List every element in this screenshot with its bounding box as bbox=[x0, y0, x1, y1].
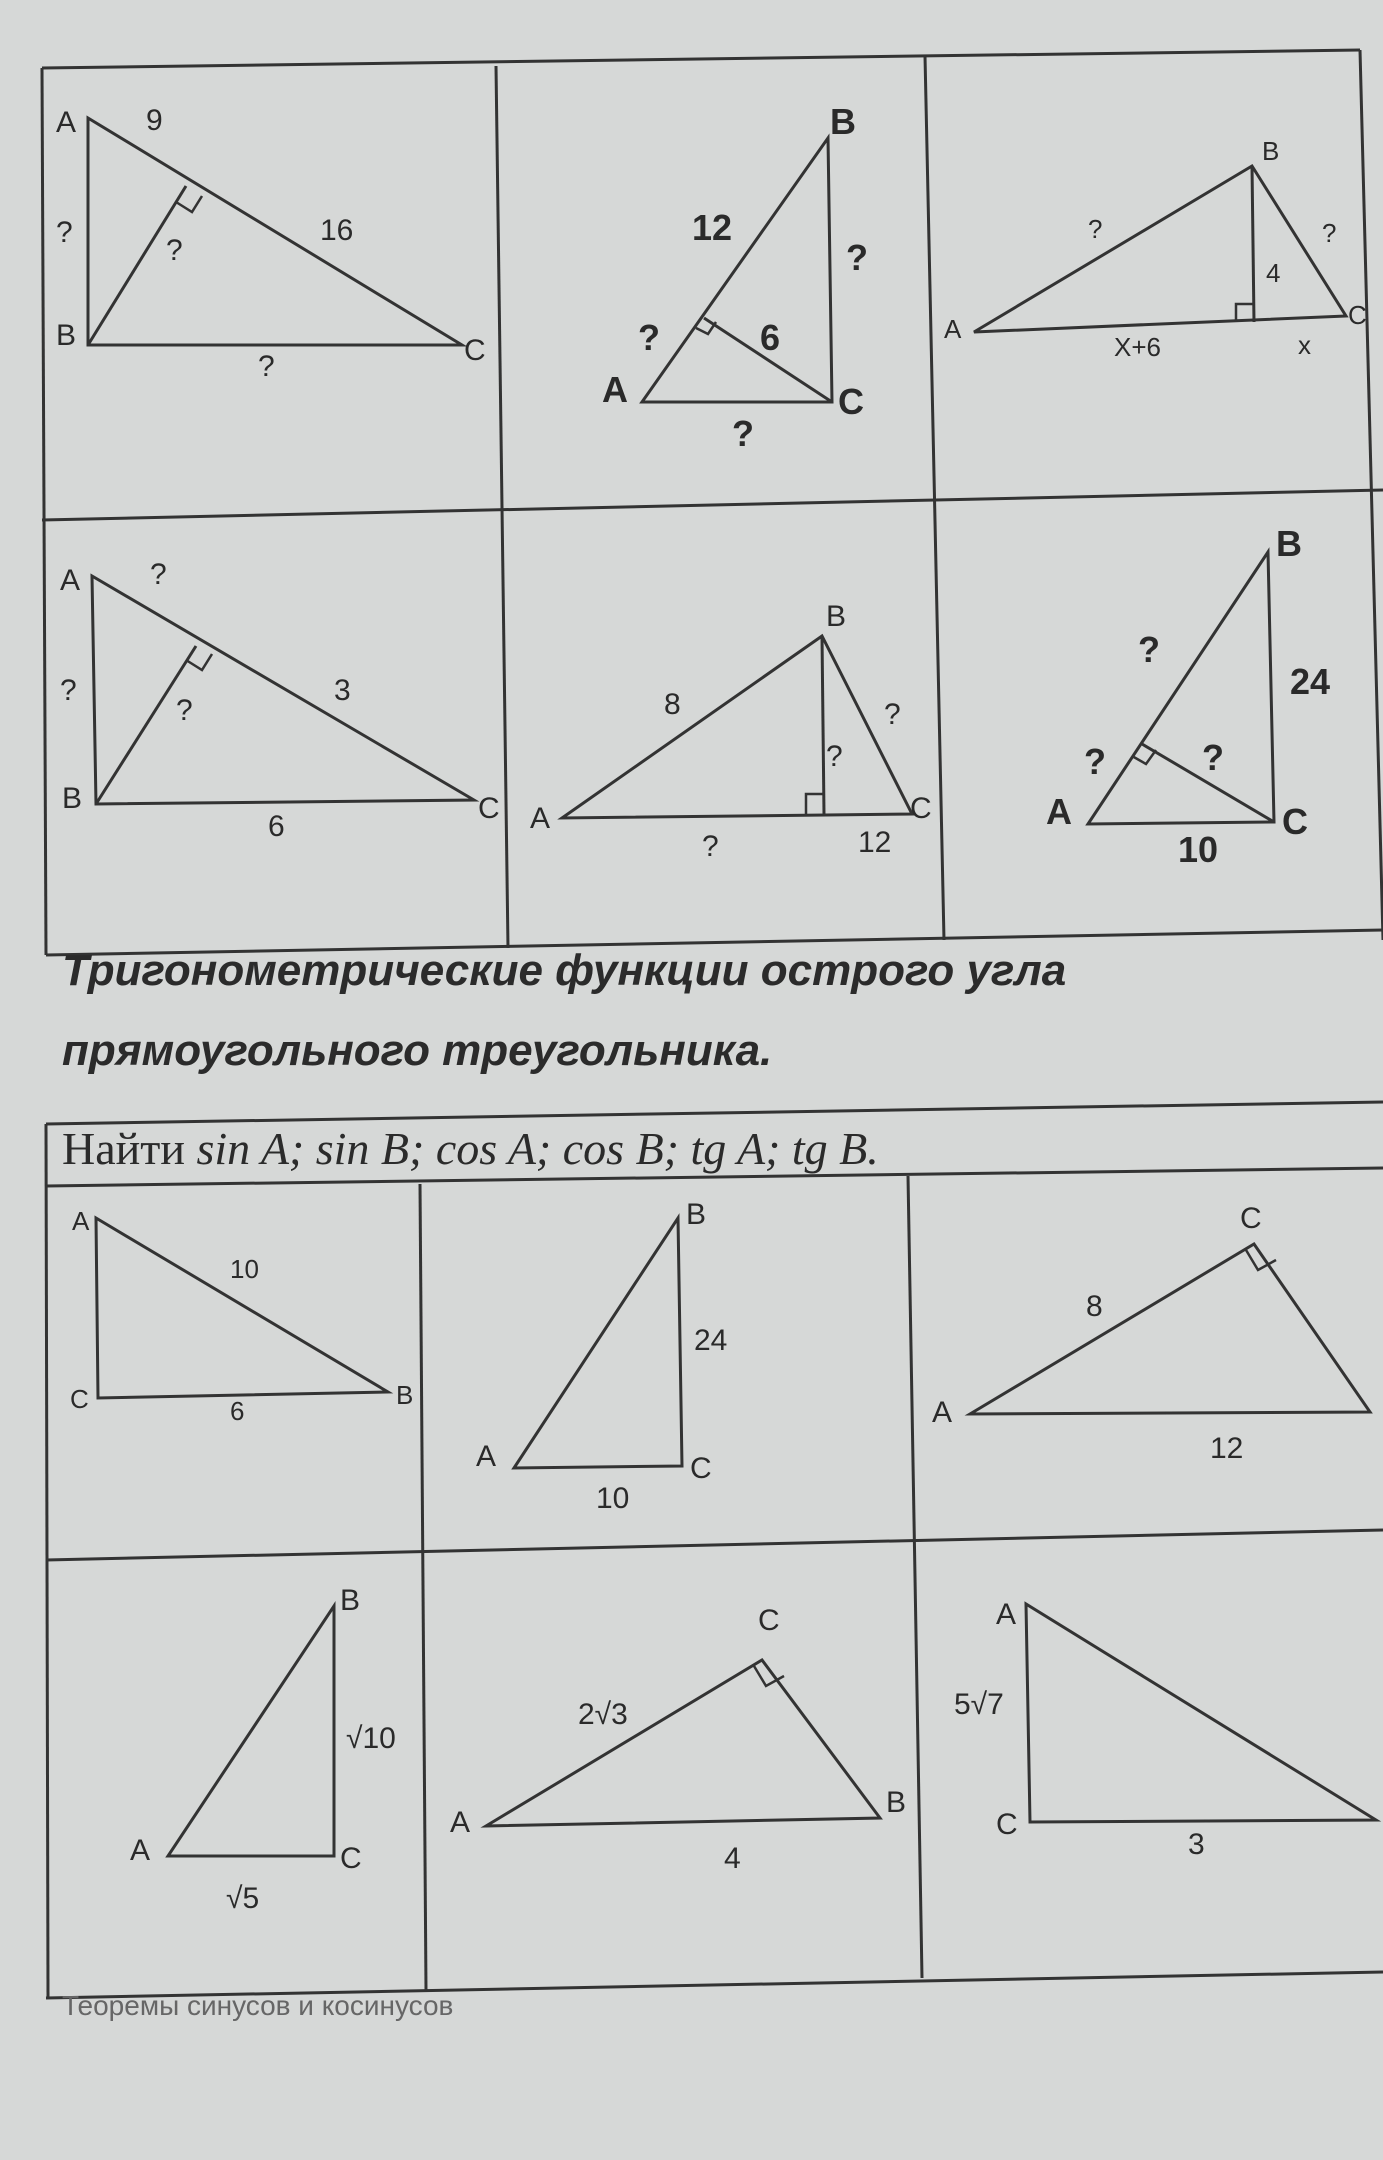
triangle-2-6 bbox=[954, 1598, 1376, 1861]
label-A: A bbox=[60, 564, 81, 597]
side-CD: 6 bbox=[760, 317, 781, 358]
side-AC: ? bbox=[732, 413, 754, 454]
triangle-1-5 bbox=[530, 600, 932, 863]
label-C: C bbox=[1240, 1202, 1262, 1235]
side-AH: ? bbox=[702, 830, 719, 863]
side-AC: √5 bbox=[226, 1882, 260, 1915]
task-statement bbox=[62, 1122, 879, 1175]
label-A: A bbox=[996, 1598, 1017, 1631]
triangle-1-3 bbox=[944, 136, 1367, 362]
side-AD: ? bbox=[1084, 741, 1106, 782]
side-DC: 16 bbox=[320, 214, 354, 247]
label-C: C bbox=[838, 381, 864, 422]
side-AC: 5√7 bbox=[954, 1688, 1004, 1721]
side-HC: 12 bbox=[858, 826, 892, 859]
footer-section-title: Теоремы синусов и косинусов bbox=[62, 1990, 454, 2021]
label-A: A bbox=[56, 106, 77, 139]
label-B: B bbox=[830, 101, 856, 142]
label-B: B bbox=[886, 1786, 907, 1819]
label-C: C bbox=[758, 1604, 780, 1637]
label-B: B bbox=[1276, 523, 1302, 564]
side-BC: √10 bbox=[346, 1722, 396, 1755]
side-AD: ? bbox=[638, 317, 660, 358]
label-C: C bbox=[70, 1384, 89, 1414]
label-B: B bbox=[1262, 136, 1280, 166]
side-BC: ? bbox=[1322, 218, 1337, 248]
label-C: C bbox=[690, 1452, 712, 1485]
side-AC: 2√3 bbox=[578, 1698, 628, 1731]
label-B: B bbox=[62, 782, 83, 815]
label-A: A bbox=[130, 1834, 151, 1867]
heading-line-2: прямоугольного треугольника. bbox=[62, 1026, 773, 1075]
triangle-1-6 bbox=[1046, 523, 1330, 870]
side-BC: ? bbox=[258, 350, 275, 383]
side-BD: ? bbox=[166, 234, 183, 267]
side-BH: 4 bbox=[1266, 258, 1281, 288]
side-AC: 10 bbox=[1178, 829, 1219, 870]
task-functions: sin A; sin B; cos A; cos B; tg A; tg B. bbox=[196, 1123, 879, 1174]
triangle-1-2 bbox=[602, 101, 868, 454]
label-C: C bbox=[1348, 300, 1367, 330]
side-BD: ? bbox=[176, 694, 193, 727]
label-C: C bbox=[464, 334, 486, 367]
label-A: A bbox=[932, 1396, 953, 1429]
side-AB: ? bbox=[1088, 214, 1103, 244]
side-BC: ? bbox=[884, 698, 901, 731]
label-C: C bbox=[478, 792, 500, 825]
side-CB: 3 bbox=[1188, 1828, 1205, 1861]
side-BC: 24 bbox=[694, 1324, 728, 1357]
side-BC: 24 bbox=[1290, 661, 1331, 702]
triangle-2-2 bbox=[476, 1198, 727, 1515]
triangle-2-1 bbox=[70, 1206, 413, 1426]
heading-line-1: Тригонометрические функции острого угла bbox=[62, 946, 1067, 995]
label-C: C bbox=[340, 1842, 362, 1875]
side-AC: 8 bbox=[1086, 1290, 1103, 1323]
label-B: B bbox=[686, 1198, 707, 1231]
label-B: B bbox=[826, 600, 847, 633]
side-BD: ? bbox=[1138, 629, 1160, 670]
label-A: A bbox=[944, 314, 962, 344]
side-AD: ? bbox=[150, 558, 167, 591]
side-HC: x bbox=[1298, 330, 1311, 360]
label-C: C bbox=[996, 1808, 1018, 1841]
side-BH: ? bbox=[826, 740, 843, 773]
triangle-2-3 bbox=[932, 1202, 1370, 1465]
side-AC: 10 bbox=[596, 1482, 630, 1515]
side-DC: 3 bbox=[334, 674, 351, 707]
side-CD: ? bbox=[1202, 737, 1224, 778]
grid-lines-1 bbox=[42, 50, 1383, 955]
side-CB: 6 bbox=[230, 1396, 245, 1426]
label-B: B bbox=[396, 1380, 414, 1410]
label-A: A bbox=[530, 802, 551, 835]
side-AH: X+6 bbox=[1114, 332, 1161, 362]
triangle-2-4 bbox=[130, 1584, 396, 1915]
triangle-1-1 bbox=[56, 104, 486, 383]
label-A: A bbox=[1046, 791, 1072, 832]
label-A: A bbox=[476, 1440, 497, 1473]
triangle-2-5 bbox=[450, 1604, 906, 1875]
label-B: B bbox=[340, 1584, 361, 1617]
side-AB: 10 bbox=[230, 1254, 259, 1284]
side-BC: ? bbox=[846, 237, 868, 278]
side-AB: ? bbox=[56, 216, 73, 249]
label-B: B bbox=[56, 319, 77, 352]
side-AB: 12 bbox=[1210, 1432, 1244, 1465]
label-A: A bbox=[602, 369, 628, 410]
triangle-1-4 bbox=[60, 558, 500, 843]
label-A: A bbox=[72, 1206, 90, 1236]
label-A: A bbox=[450, 1806, 471, 1839]
grid-lines-2 bbox=[46, 1102, 1383, 1998]
label-C: C bbox=[1282, 801, 1308, 842]
side-AB: 8 bbox=[664, 688, 681, 721]
side-AB: ? bbox=[60, 674, 77, 707]
side-AD: 9 bbox=[146, 104, 163, 137]
label-C: C bbox=[910, 792, 932, 825]
side-AB: 4 bbox=[724, 1842, 741, 1875]
side-BC: 6 bbox=[268, 810, 285, 843]
task-prefix: Найти bbox=[62, 1123, 197, 1174]
side-BD: 12 bbox=[692, 207, 733, 248]
